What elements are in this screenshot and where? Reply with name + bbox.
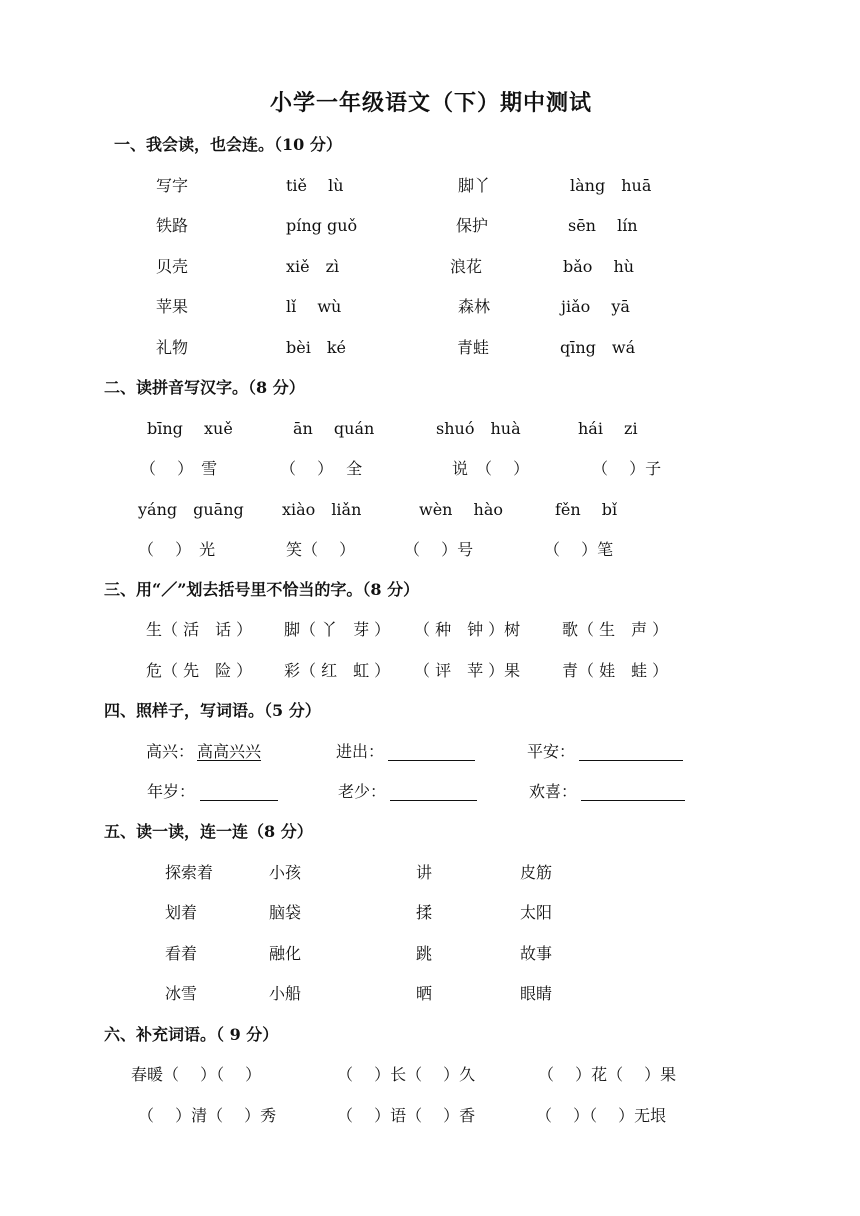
- s1-left-pinyin: píng guǒ: [286, 216, 358, 235]
- s1-left-word: 礼物: [156, 338, 189, 357]
- s6-idiom: 春暖（ ）（ ）: [131, 1065, 262, 1084]
- s1-right-pinyin: bǎo hù: [563, 257, 635, 276]
- s3-choice: 生（ 活 话 ）: [146, 620, 253, 639]
- s4-example-answer: 高高兴兴: [197, 742, 262, 761]
- s4-label: 年岁：: [147, 782, 196, 801]
- s2-blank: （ ）号: [404, 540, 474, 559]
- s1-right-pinyin: sēn lín: [568, 216, 638, 235]
- s2-pinyin: wèn hào: [419, 500, 504, 519]
- s3-choice: 歌（ 生 声 ）: [562, 620, 669, 639]
- s2-blank: （ ） 全: [280, 459, 363, 478]
- s1-left-word: 贝壳: [156, 257, 189, 276]
- s4-answer-line[interactable]: [200, 799, 278, 801]
- s1-left-word: 苹果: [156, 297, 189, 316]
- s5-item: 划着: [165, 903, 198, 922]
- s5-item: 小孩: [269, 863, 302, 882]
- s3-choice: （ 种 钟 ）树: [414, 620, 521, 639]
- s5-item: 眼睛: [520, 984, 553, 1003]
- s2-blank: 说 （ ）: [452, 459, 530, 478]
- section-2-heading: 二、读拼音写汉字。（8 分）: [104, 378, 305, 397]
- s1-left-pinyin: tiě lù: [286, 176, 344, 195]
- s1-right-word: 青蛙: [457, 338, 490, 357]
- s3-choice: （ 评 苹 ）果: [414, 661, 521, 680]
- s2-blank: （ ）笔: [544, 540, 614, 559]
- s1-left-pinyin: xiě zì: [286, 257, 340, 276]
- s4-label: 平安：: [527, 742, 576, 761]
- s1-left-word: 铁路: [156, 216, 189, 235]
- s1-right-word: 保护: [456, 216, 489, 235]
- s1-left-pinyin: bèi ké: [286, 338, 346, 357]
- s4-answer-line[interactable]: [579, 759, 683, 761]
- s5-item: 脑袋: [269, 903, 302, 922]
- s1-right-pinyin: làng huā: [570, 176, 652, 195]
- s4-label: 欢喜：: [529, 782, 578, 801]
- s5-item: 冰雪: [165, 984, 198, 1003]
- s4-label: 老少：: [338, 782, 387, 801]
- s5-item: 故事: [520, 944, 553, 963]
- page-title: 小学一年级语文（下）期中测试: [270, 90, 593, 116]
- s2-blank: （ ）子: [592, 459, 662, 478]
- s5-item: 皮筋: [520, 863, 553, 882]
- s2-pinyin: shuó huà: [436, 419, 521, 438]
- s1-right-word: 森林: [458, 297, 491, 316]
- s6-idiom: （ ）语（ ）香: [337, 1106, 476, 1125]
- section-5-heading: 五、读一读，连一连（8 分）: [104, 822, 313, 841]
- s1-right-pinyin: jiǎo yā: [561, 297, 630, 316]
- s2-blank: 笑（ ）: [286, 540, 356, 559]
- section-6-heading: 六、补充词语。（ 9 分）: [104, 1025, 279, 1044]
- s5-item: 融化: [269, 944, 302, 963]
- s6-idiom: （ ）清（ ）秀: [138, 1106, 277, 1125]
- s2-pinyin: ān quán: [293, 419, 375, 438]
- s1-left-word: 写字: [156, 176, 189, 195]
- s5-item: 看着: [165, 944, 198, 963]
- s3-choice: 彩（ 红 虹 ）: [284, 661, 391, 680]
- s5-item: 跳: [416, 944, 433, 963]
- s6-idiom: （ ）长（ ）久: [337, 1065, 476, 1084]
- s5-item: 晒: [416, 984, 433, 1003]
- s1-right-word: 脚丫: [458, 176, 491, 195]
- s2-pinyin: bīng xuě: [147, 419, 233, 438]
- s3-choice: 青（ 娃 蛙 ）: [562, 661, 669, 680]
- s2-blank: （ ） 光: [138, 540, 216, 559]
- s5-item: 小船: [269, 984, 302, 1003]
- s5-item: 讲: [416, 863, 433, 882]
- s2-pinyin: hái zi: [578, 419, 638, 438]
- s2-pinyin: xiào liǎn: [282, 500, 362, 519]
- s6-idiom: （ ）（ ）无垠: [536, 1106, 667, 1125]
- s2-pinyin: fěn bǐ: [555, 500, 618, 519]
- s5-item: 揉: [416, 903, 433, 922]
- s6-idiom: （ ）花（ ）果: [538, 1065, 677, 1084]
- s1-right-pinyin: qīng wá: [560, 338, 636, 357]
- s4-answer-line[interactable]: [388, 759, 475, 761]
- s4-answer-line[interactable]: [390, 799, 477, 801]
- s1-right-word: 浪花: [450, 257, 483, 276]
- s2-pinyin: yáng guāng: [138, 500, 244, 519]
- s3-choice: 危（ 先 险 ）: [146, 661, 253, 680]
- s5-item: 探索着: [165, 863, 214, 882]
- section-1-heading: 一、我会读，也会连。（10 分）: [114, 135, 342, 154]
- s3-choice: 脚（ 丫 芽 ）: [284, 620, 391, 639]
- s4-answer-line[interactable]: [581, 799, 685, 801]
- s4-example-label: 高兴：: [146, 742, 195, 761]
- section-4-heading: 四、照样子，写词语。（5 分）: [104, 701, 321, 720]
- s1-left-pinyin: lǐ wù: [286, 297, 342, 316]
- s2-blank: （ ） 雪: [140, 459, 218, 478]
- s4-label: 进出：: [336, 742, 385, 761]
- section-3-heading: 三、用“／”划去括号里不恰当的字。（8 分）: [104, 580, 420, 599]
- s5-item: 太阳: [520, 903, 553, 922]
